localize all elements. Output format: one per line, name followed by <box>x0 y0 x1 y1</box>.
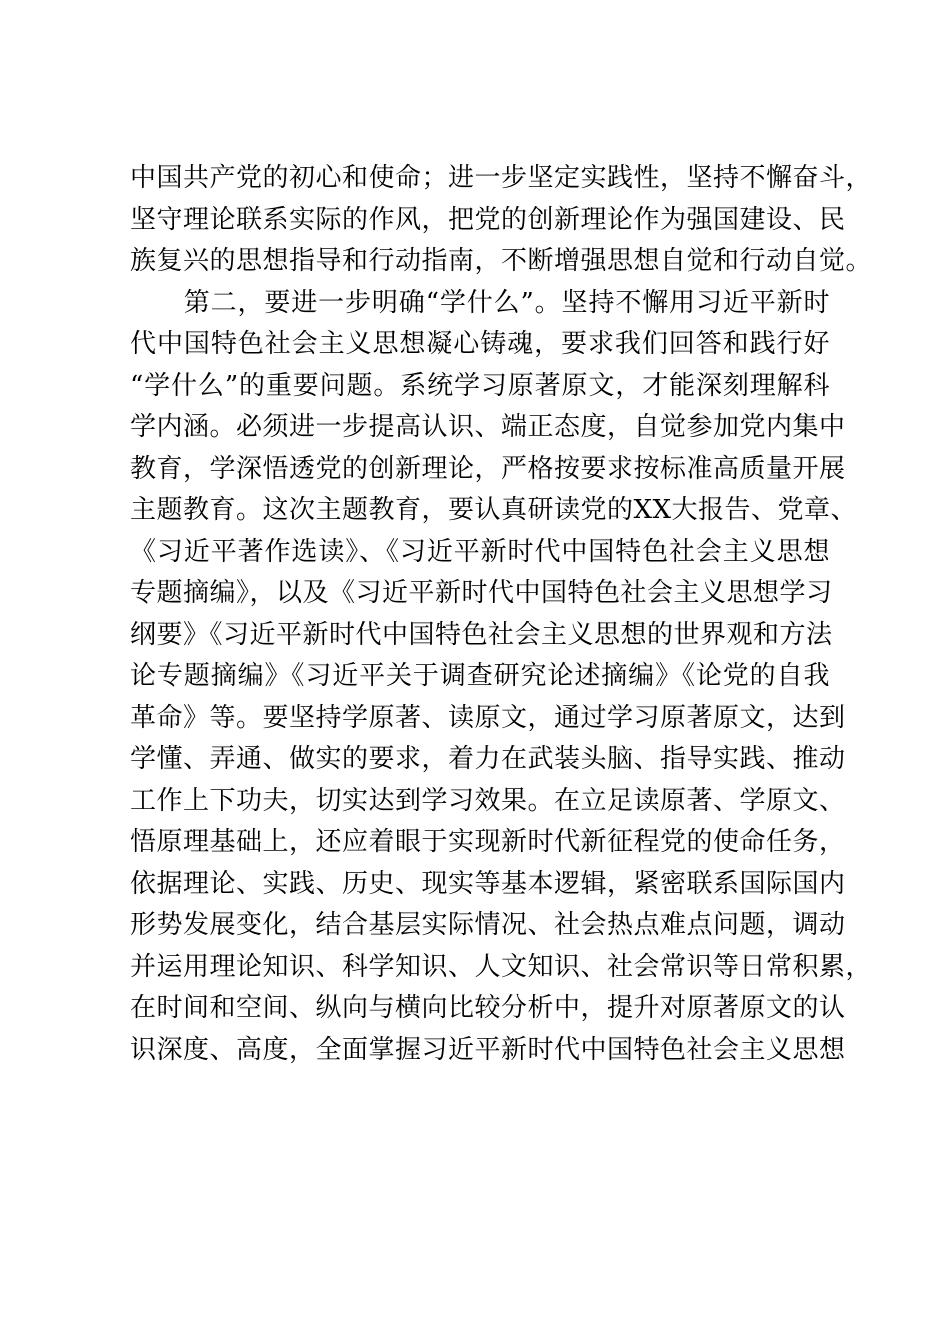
text-line: 代中国特色社会主义思想凝心铸魂，要求我们回答和践行好 <box>130 329 830 359</box>
text-line: 形势发展变化，结合基层实际情况、社会热点难点问题，调动 <box>130 910 846 940</box>
text-line: 学内涵。必须进一步提高认识、端正态度，自觉参加党内集中 <box>130 412 846 442</box>
text-line: 主题教育。这次主题教育，要认真研读党的XX大报告、党章、 <box>130 495 858 525</box>
text-line: 教育，学深悟透党的创新理论，严格按要求按标准高质量开展 <box>130 453 846 484</box>
text-line: 坚守理论联系实际的作风，把党的创新理论作为强国建设、民 <box>130 204 846 235</box>
text-line: 依据理论、实践、历史、现实等基本逻辑，紧密联系国际国内 <box>130 868 846 899</box>
text-line: 族复兴的思想指导和行动指南，不断增强思想自觉和行动自觉。 <box>130 246 873 276</box>
text-line: 学懂、弄通、做实的要求，着力在武装头脑、指导实践、推动 <box>130 744 846 774</box>
text-line: 《习近平著作选读》、《习近平新时代中国特色社会主义思想 <box>130 536 830 567</box>
text-line: 悟原理基础上，还应着眼于实现新时代新征程党的使命任务， <box>130 827 846 857</box>
text-line: 第二，要进一步明确“学什么”。坚持不懈用习近平新时 <box>130 287 830 318</box>
text-line: 并运用理论知识、科学知识、人文知识、社会常识等日常积累， <box>130 951 873 982</box>
text-line: 识深度、高度，全面掌握习近平新时代中国特色社会主义思想 <box>130 1034 846 1065</box>
text-line: 工作上下功夫，切实达到学习效果。在立足读原著、学原文、 <box>130 785 846 816</box>
text-line: 专题摘编》，以及《习近平新时代中国特色社会主义思想学习 <box>130 578 833 608</box>
text-line: “学什么”的重要问题。系统学习原著原文，才能深刻理解科 <box>130 370 830 401</box>
text-line: 中国共产党的初心和使命；进一步坚定实践性，坚持不懈奋斗， <box>130 163 873 193</box>
text-line: 在时间和空间、纵向与横向比较分析中，提升对原著原文的认 <box>130 993 846 1023</box>
body-text <box>130 158 873 1071</box>
text-line: 论专题摘编》《习近平关于调查研究论述摘编》《论党的自我 <box>130 661 830 691</box>
text-line: 纲要》《习近平新时代中国特色社会主义思想的世界观和方法 <box>130 619 833 650</box>
text-line: 革命》等。要坚持学原著、读原文，通过学习原著原文，达到 <box>130 702 846 733</box>
